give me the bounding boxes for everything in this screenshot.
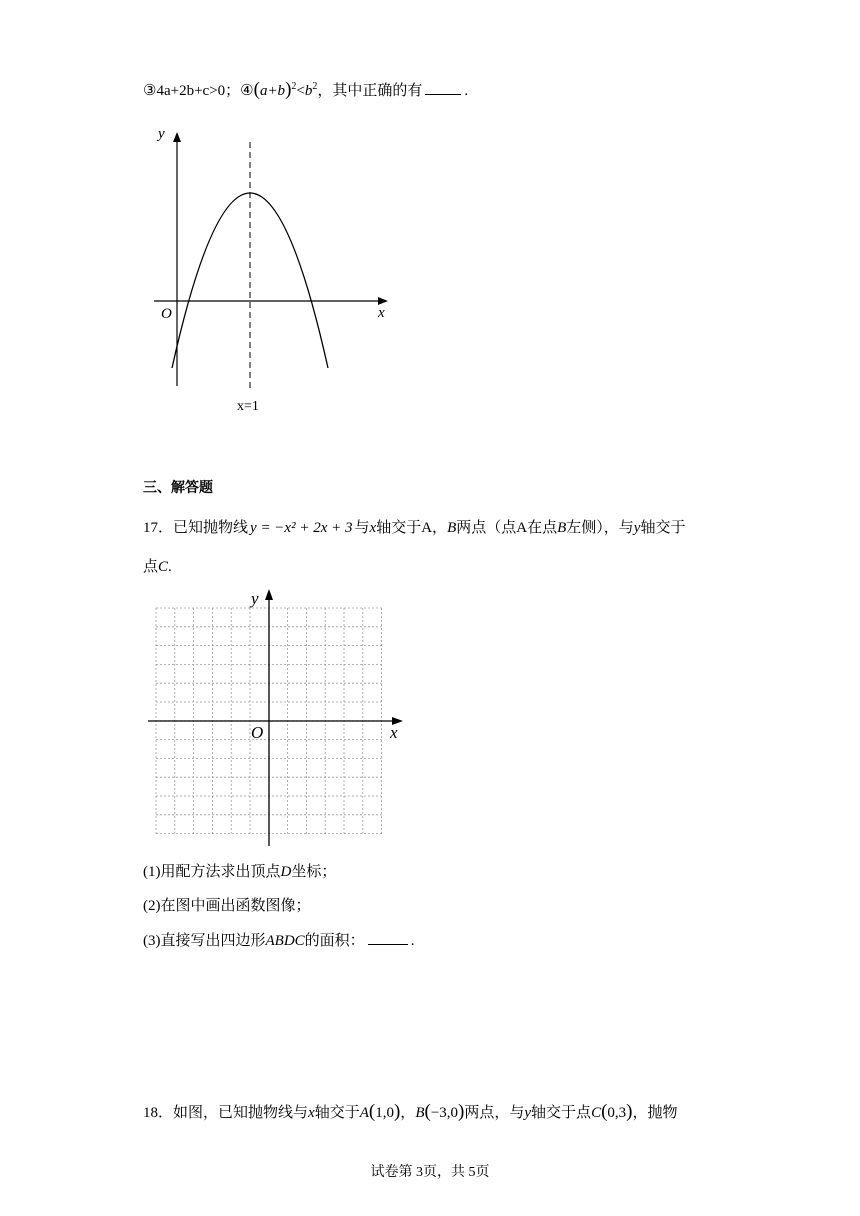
q18-var: x [308, 1105, 315, 1121]
part1-text: 坐标； [291, 864, 337, 880]
part3-text: 的面积： [304, 933, 365, 949]
symmetry-label: x=1 [237, 399, 259, 414]
q17-part-3 [143, 930, 414, 951]
x-axis-arrow [378, 297, 388, 305]
origin-label: O [161, 306, 172, 322]
q17-line-1 [143, 518, 685, 538]
parabola-curve [172, 193, 328, 368]
part3-text: (3)直接写出四边形 [143, 933, 266, 949]
q18-point: C [591, 1105, 602, 1121]
q18-line-1: 18．如图，已知抛物线与x轴交于A(1,0)，B(−3,0)两点，与y轴交于点C(0,3)，抛物 [143, 1101, 678, 1122]
q18-number: 18． [143, 1105, 174, 1121]
q17-point: C [158, 559, 169, 575]
y-axis-arrow [265, 589, 273, 600]
x-axis-label: x [378, 305, 385, 321]
q17-sep: ， [432, 520, 448, 536]
q17-equation: y = −x² + 2x + 3 [250, 520, 353, 536]
q18-point: B [415, 1105, 425, 1121]
coordinate-grid-figure [140, 584, 415, 849]
q18-coords: 1,0 [375, 1105, 394, 1121]
part3-var: ABDC [265, 933, 305, 949]
y-axis-label: y [158, 126, 165, 142]
q17-part-2: (2)在图中画出函数图像； [143, 898, 311, 914]
item3-expression: 4a+2b+c [156, 83, 210, 99]
q18-var: y [524, 1105, 532, 1121]
q18-text: ，抛物 [632, 1105, 678, 1121]
q16-options-line: ③4a+2b+c>0；$④(a+b)^2<b^2$，其中正确的有 . [143, 79, 469, 100]
item4-rhs-exponent: 2 [312, 81, 318, 92]
item4-relation: < [296, 83, 305, 99]
q17-text: 已知抛物线 [173, 520, 249, 536]
q18-sep: ， [400, 1105, 416, 1121]
y-axis-arrow [173, 132, 181, 142]
y-axis-label: y [251, 589, 259, 608]
answer-blank [368, 930, 408, 945]
q17-text: 轴交于 [376, 520, 422, 536]
item4-base: a+b [259, 83, 286, 99]
q17-var: y [633, 520, 641, 536]
part1-text: (1)用配方法求出顶点 [143, 864, 281, 880]
q17-number: 17． [143, 520, 174, 536]
q17-var: x [369, 520, 377, 536]
q18-text: 轴交于 [314, 1105, 360, 1121]
q17-text: 点 [143, 559, 159, 575]
q17-point: A [421, 520, 433, 536]
item4-exponent: 2 [291, 81, 297, 92]
q17-text: 轴交于 [640, 520, 686, 536]
q18-coords: 0,3 [607, 1105, 627, 1121]
x-axis-label: x [390, 723, 398, 742]
item4-tail: ，其中正确的有 [317, 83, 423, 99]
q17-text: 左侧），与 [566, 520, 634, 536]
item4-rhs: b [304, 83, 313, 99]
q18-point: A [359, 1105, 369, 1121]
end-punct: . [464, 83, 469, 99]
q17-line-2 [143, 557, 172, 577]
q17-point: B [557, 520, 567, 536]
page-footer: 试卷第 3页，共 5页 [370, 1165, 490, 1180]
item4-marker: ④ [240, 83, 254, 99]
q17-text: 在点 [527, 520, 558, 536]
q18-text: 两点，与 [464, 1105, 525, 1121]
item3-marker: ③ [143, 83, 157, 99]
part3-end: . [410, 933, 415, 949]
answer-blank [425, 80, 461, 95]
q17-point: A [516, 520, 528, 536]
item3-relation: >0； [209, 83, 241, 99]
q17-part-1 [143, 862, 336, 882]
q17-text: 两点（点 [456, 520, 517, 536]
q17-text: 与 [354, 520, 370, 536]
q18-coords: −3,0 [430, 1105, 459, 1121]
parabola-figure [140, 118, 410, 418]
section-title: 三、解答题 [143, 480, 213, 496]
q17-end: . [168, 559, 172, 575]
origin-label: O [251, 723, 264, 742]
q18-text: 如图，已知抛物线与 [173, 1105, 309, 1121]
q17-point: B [447, 520, 457, 536]
part1-var: D [280, 864, 292, 880]
q18-text: 轴交于点 [531, 1105, 592, 1121]
